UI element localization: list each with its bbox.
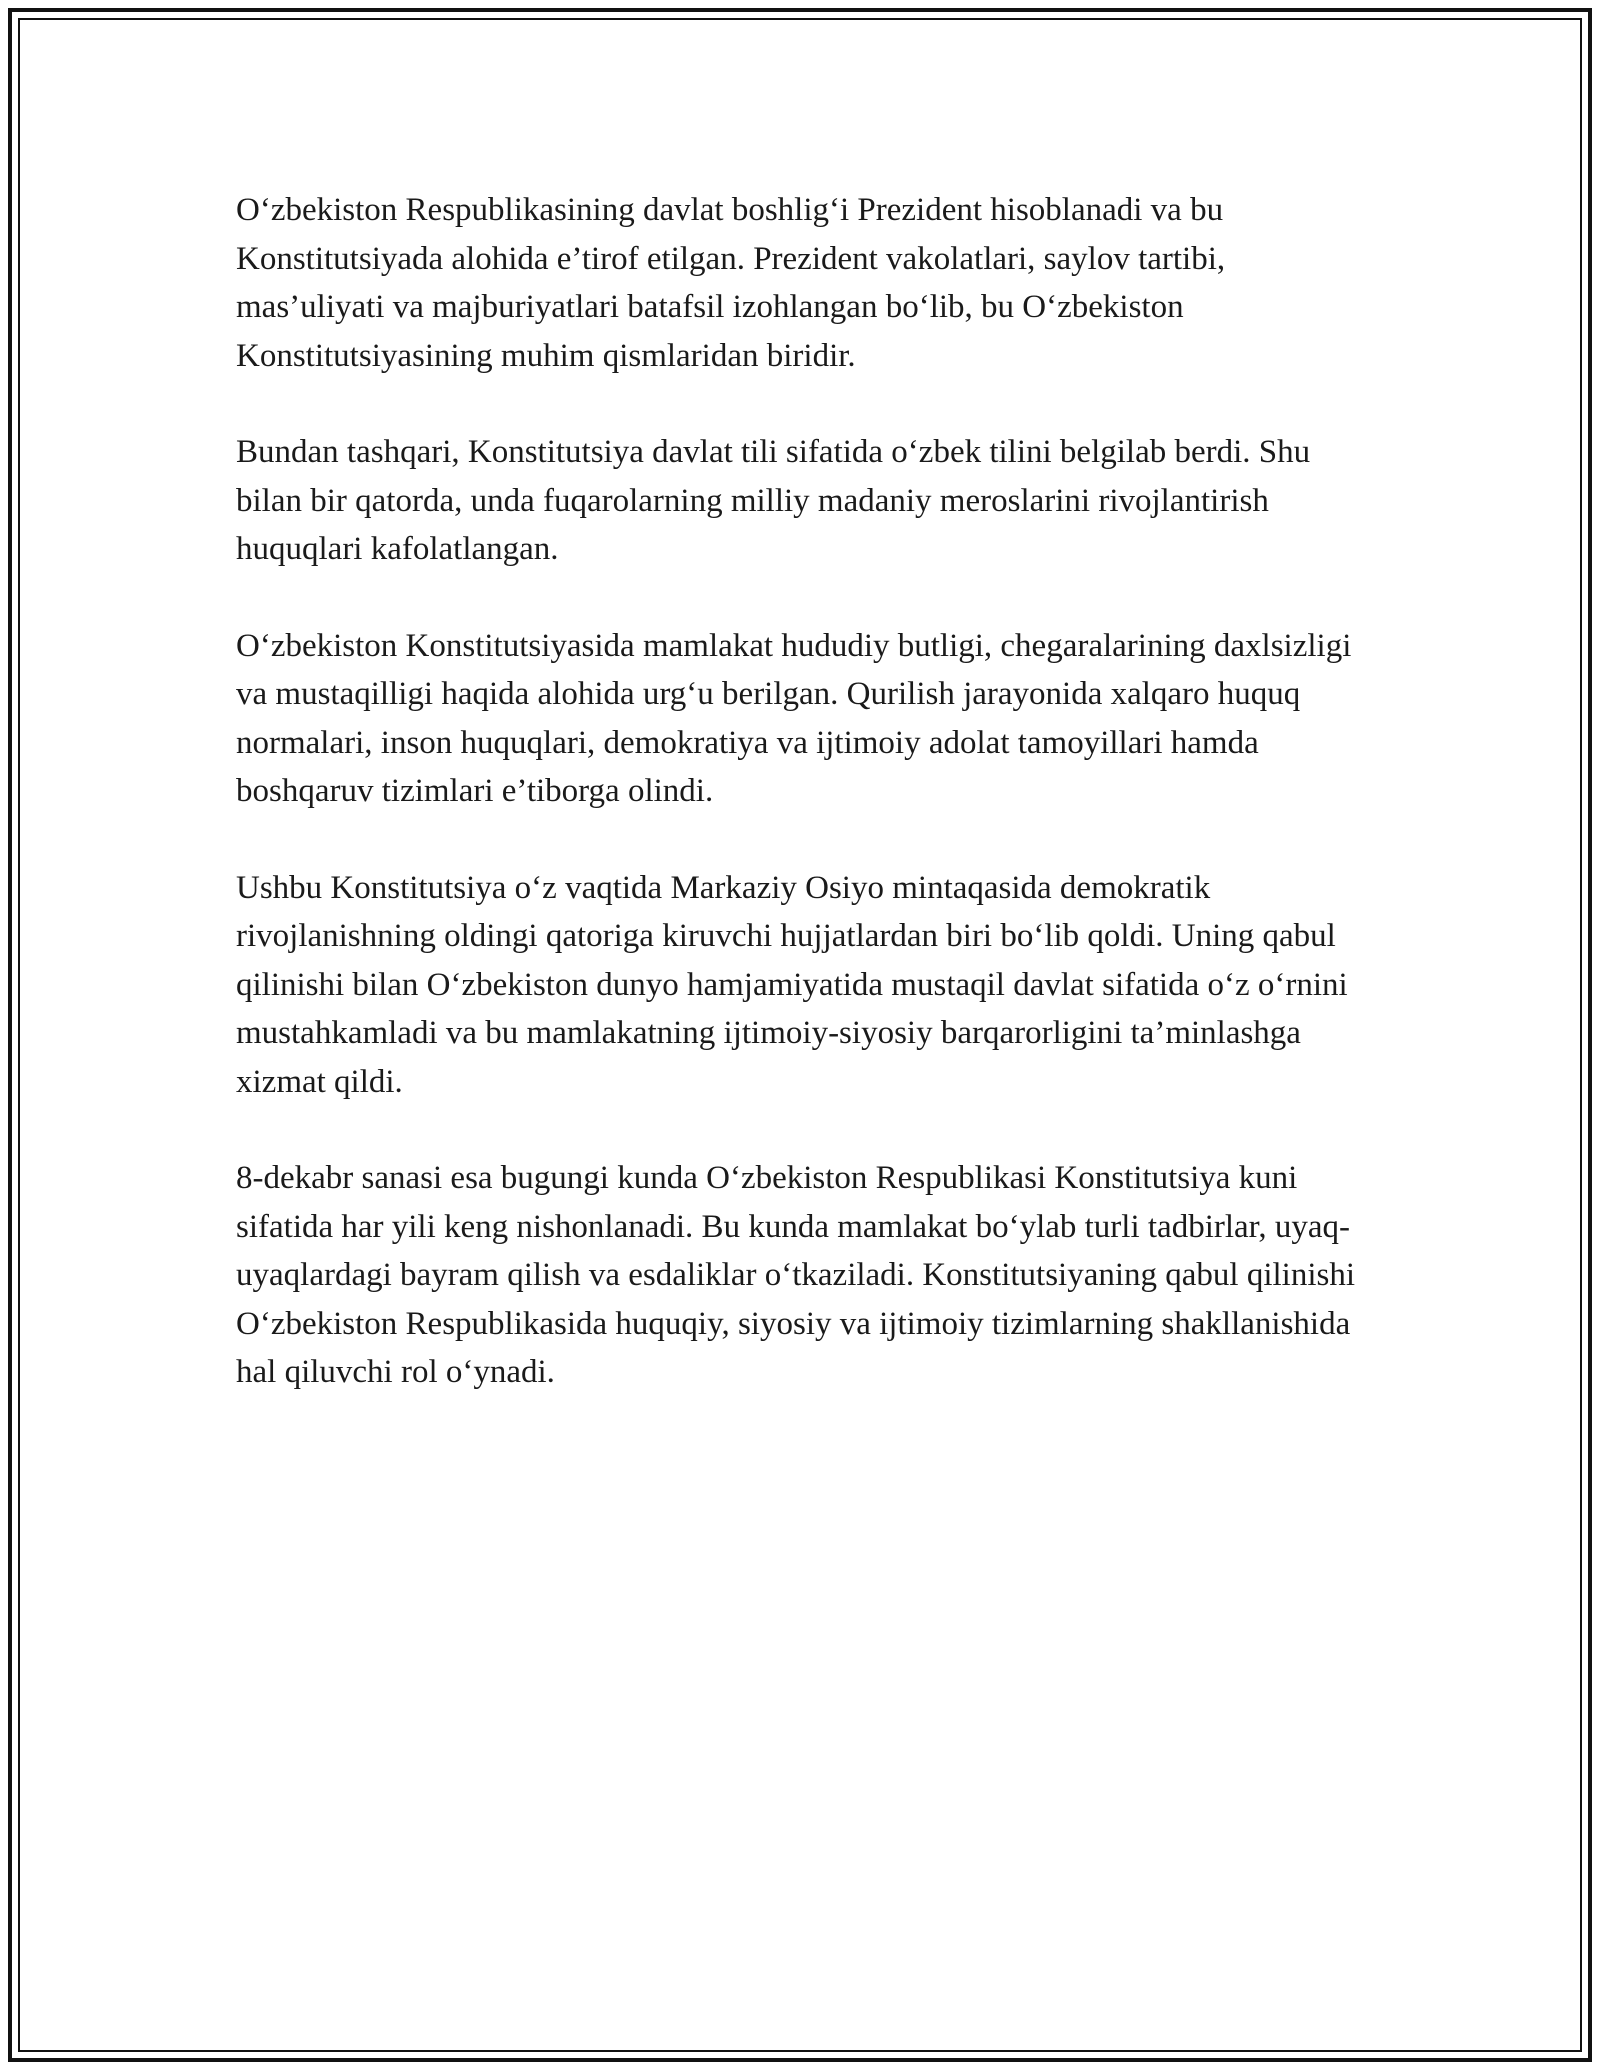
paragraph-territorial-integrity: O‘zbekiston Konstitutsiyasida mamlakat hududiy butligi, chegaralarining daxlsizligi va mustaqilligi haqida alohida urg‘u berilgan. Qurilish jarayonida xalqaro huquq normalari, inson huquqlari, demokratiya va ijtimoiy adolat tamoyillari hamda boshqaruv tizimlari e’tiborga olindi. [236, 627, 1352, 809]
paragraph-state-language: Bundan tashqari, Konstitutsiya davlat tili sifatida o‘zbek tilini belgilab berdi. Shu bilan bir qatorda, unda fuqarolarning milliy madaniy meroslarini rivojlantirish huquqlari kafolatlangan. [236, 434, 1311, 567]
paragraph-president: O‘zbekiston Respublikasining davlat boshlig‘i Prezident hisoblanadi va bu Konstitutsiyada alohida e’tirof etilgan. Prezident vakolatlari, saylov tartibi, mas’uliyati va majburiyatlari batafsil izohlangan bo‘lib, bu O‘zbekiston Konstitutsiyasining muhim qismlaridan biridir. [236, 192, 1226, 374]
document-body [236, 186, 1376, 1445]
paragraph-democratic-development: Ushbu Konstitutsiya o‘z vaqtida Markaziy Osiyo mintaqasida demokratik rivojlanishning oldingi qatoriga kiruvchi hujjatlardan biri bo‘lib qoldi. Uning qabul qilinishi bilan O‘zbekiston dunyo hamjamiyatida mustaqil davlat sifatida o‘z o‘rnini mustahkamladi va bu mamlakatning ijtimoiy-siyosiy barqarorligini ta’minlashga xizmat qildi. [236, 869, 1348, 1100]
paragraph-constitution-day: 8-dekabr sanasi esa bugungi kunda O‘zbekiston Respublikasi Konstitutsiya kuni sifatida har yili keng nishonlanadi. Bu kunda mamlakat bo‘ylab turli tadbirlar, uyaq-uyaqlardagi bayram qilish va esdaliklar o‘tkaziladi. Konstitutsiyaning qabul qilinishi O‘zbekiston Respublikasida huquqiy, siyosiy va ijtimoiy tizimlarning shakllanishida hal qiluvchi rol o‘ynadi. [236, 1160, 1356, 1390]
